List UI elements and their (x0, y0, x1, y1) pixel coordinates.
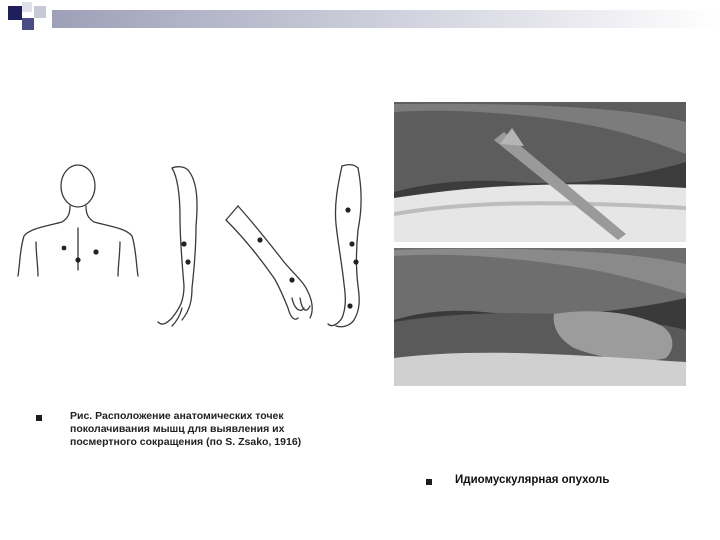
point-marker (257, 237, 262, 242)
anatomical-point-markers (62, 207, 359, 308)
point-marker (347, 303, 352, 308)
photo-bottom-image (394, 248, 686, 386)
anatomical-points-figure (12, 158, 388, 334)
point-marker (185, 259, 190, 264)
photo-caption: Идиомускулярная опухоль (455, 474, 610, 486)
leg-figure (328, 165, 361, 327)
caption-line: Рис. Расположение анатомических точек (70, 410, 284, 422)
header-decoration (0, 0, 720, 40)
header-square-pale (22, 2, 32, 12)
point-marker (349, 241, 354, 246)
forearm-figure (226, 206, 312, 319)
point-marker (345, 207, 350, 212)
caption-line: посмертного сокращения (по S. Zsako, 1916) (70, 436, 302, 448)
header-square-mid (22, 18, 34, 30)
arm-figure (158, 167, 197, 326)
idiomuscular-swelling-photo (394, 248, 686, 386)
point-marker (75, 257, 80, 262)
point-marker (181, 241, 186, 246)
figure-caption (70, 410, 350, 449)
point-marker (93, 249, 98, 254)
muscle-tap-photo-top (394, 102, 686, 242)
point-marker (289, 277, 294, 282)
square-bullet-icon (36, 415, 42, 421)
caption-line: поколачивания мышц для выявления их (70, 423, 285, 435)
point-marker (62, 246, 67, 251)
photo-top-image (394, 102, 686, 242)
header-gradient-bar (52, 10, 720, 28)
square-bullet-icon (426, 479, 432, 485)
header-square-light (34, 6, 46, 18)
point-marker (353, 259, 358, 264)
header-square-dark (8, 6, 22, 20)
